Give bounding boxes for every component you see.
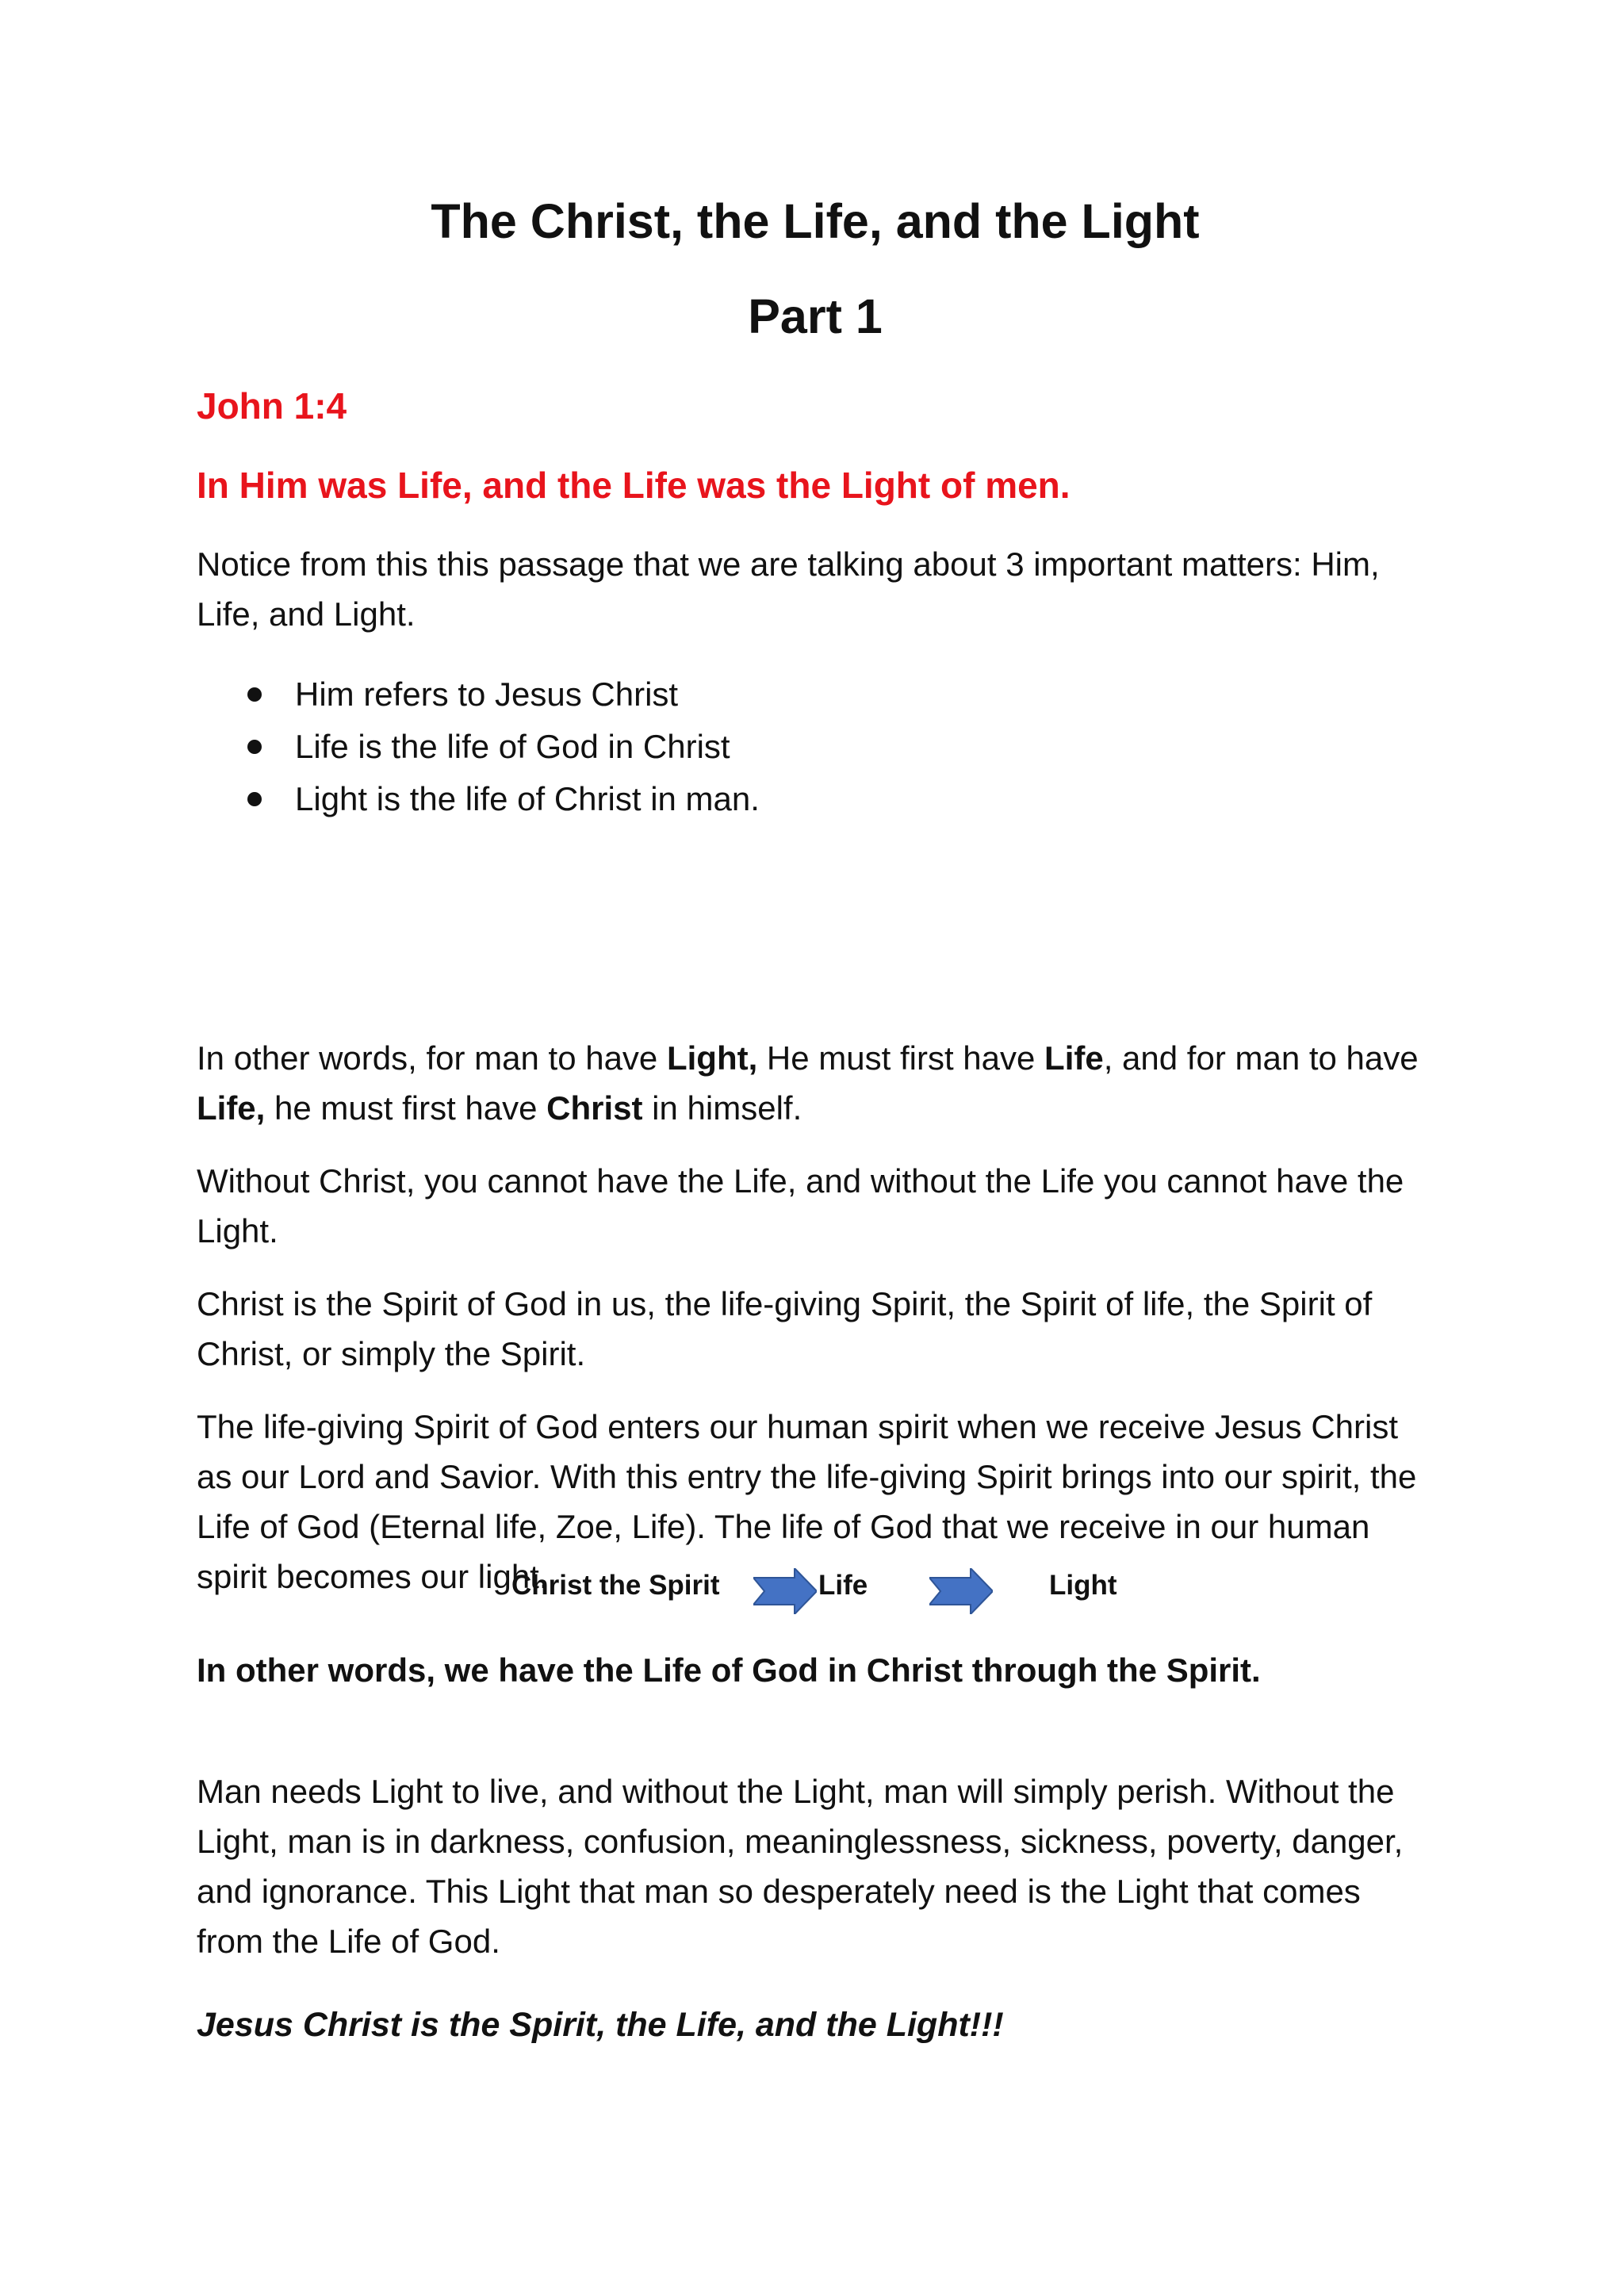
page-title: The Christ, the Life, and the Light <box>431 194 1200 248</box>
closing-statement: Jesus Christ is the Spirit, the Life, and the Light!!! <box>197 2006 1004 2044</box>
bullet-text: Light is the life of Christ in man. <box>295 780 760 817</box>
diagram-label-spirit: Christ the Spirit <box>511 1570 720 1601</box>
summary-statement: In other words, we have the Life of God in Christ through the Spirit. <box>197 1651 1261 1689</box>
flow-diagram <box>197 1546 1434 1641</box>
bullet-icon <box>247 740 262 754</box>
diagram-label-light: Light <box>1049 1570 1117 1601</box>
list-item <box>197 721 760 773</box>
page-subtitle: Part 1 <box>748 289 883 343</box>
bullet-list <box>197 668 760 825</box>
list-item <box>197 668 760 721</box>
man-needs-paragraph: Man needs Light to live, and without the Light, man will simply perish. Without the Light, man is in darkness, confusion, meaninglessness, sickness, poverty, danger, and ignorance. This Light that man so desperately need is the Light that comes from the Life of God. <box>197 1773 1404 1960</box>
right-arrow-icon <box>929 1568 993 1614</box>
without-christ-paragraph: Without Christ, you cannot have the Life, and without the Life you cannot have the Light. <box>197 1162 1404 1249</box>
other-words-paragraph: In other words, for man to have Light, He must first have Life, and for man to have Life, he must first have Christ in himself. <box>197 1039 1419 1127</box>
bullet-icon <box>247 687 262 702</box>
christ-is-paragraph: Christ is the Spirit of God in us, the life-giving Spirit, the Spirit of life, the Spirit of Christ, or simply the Spirit. <box>197 1285 1373 1372</box>
bullet-icon <box>247 792 262 806</box>
diagram-label-life: Life <box>818 1570 868 1601</box>
bullet-text: Him refers to Jesus Christ <box>295 675 679 713</box>
intro-paragraph: Notice from this this passage that we are talking about 3 important matters: Him, Life, and Light. <box>197 545 1380 633</box>
life-giving-paragraph: The life-giving Spirit of God enters our human spirit when we receive Jesus Christ as our Lord and Savior. With this entry the life-giving Spirit brings into our spirit, the Life of God (Eternal life, Zoe, Life). The life of God that we receive in our human spirit becomes our light. <box>197 1408 1417 1595</box>
right-arrow-icon <box>753 1568 817 1614</box>
bullet-text: Life is the life of God in Christ <box>295 728 730 765</box>
scripture-reference: John 1:4 <box>197 385 347 427</box>
scripture-verse: In Him was Life, and the Life was the Light of men. <box>197 465 1071 506</box>
list-item <box>197 773 760 825</box>
